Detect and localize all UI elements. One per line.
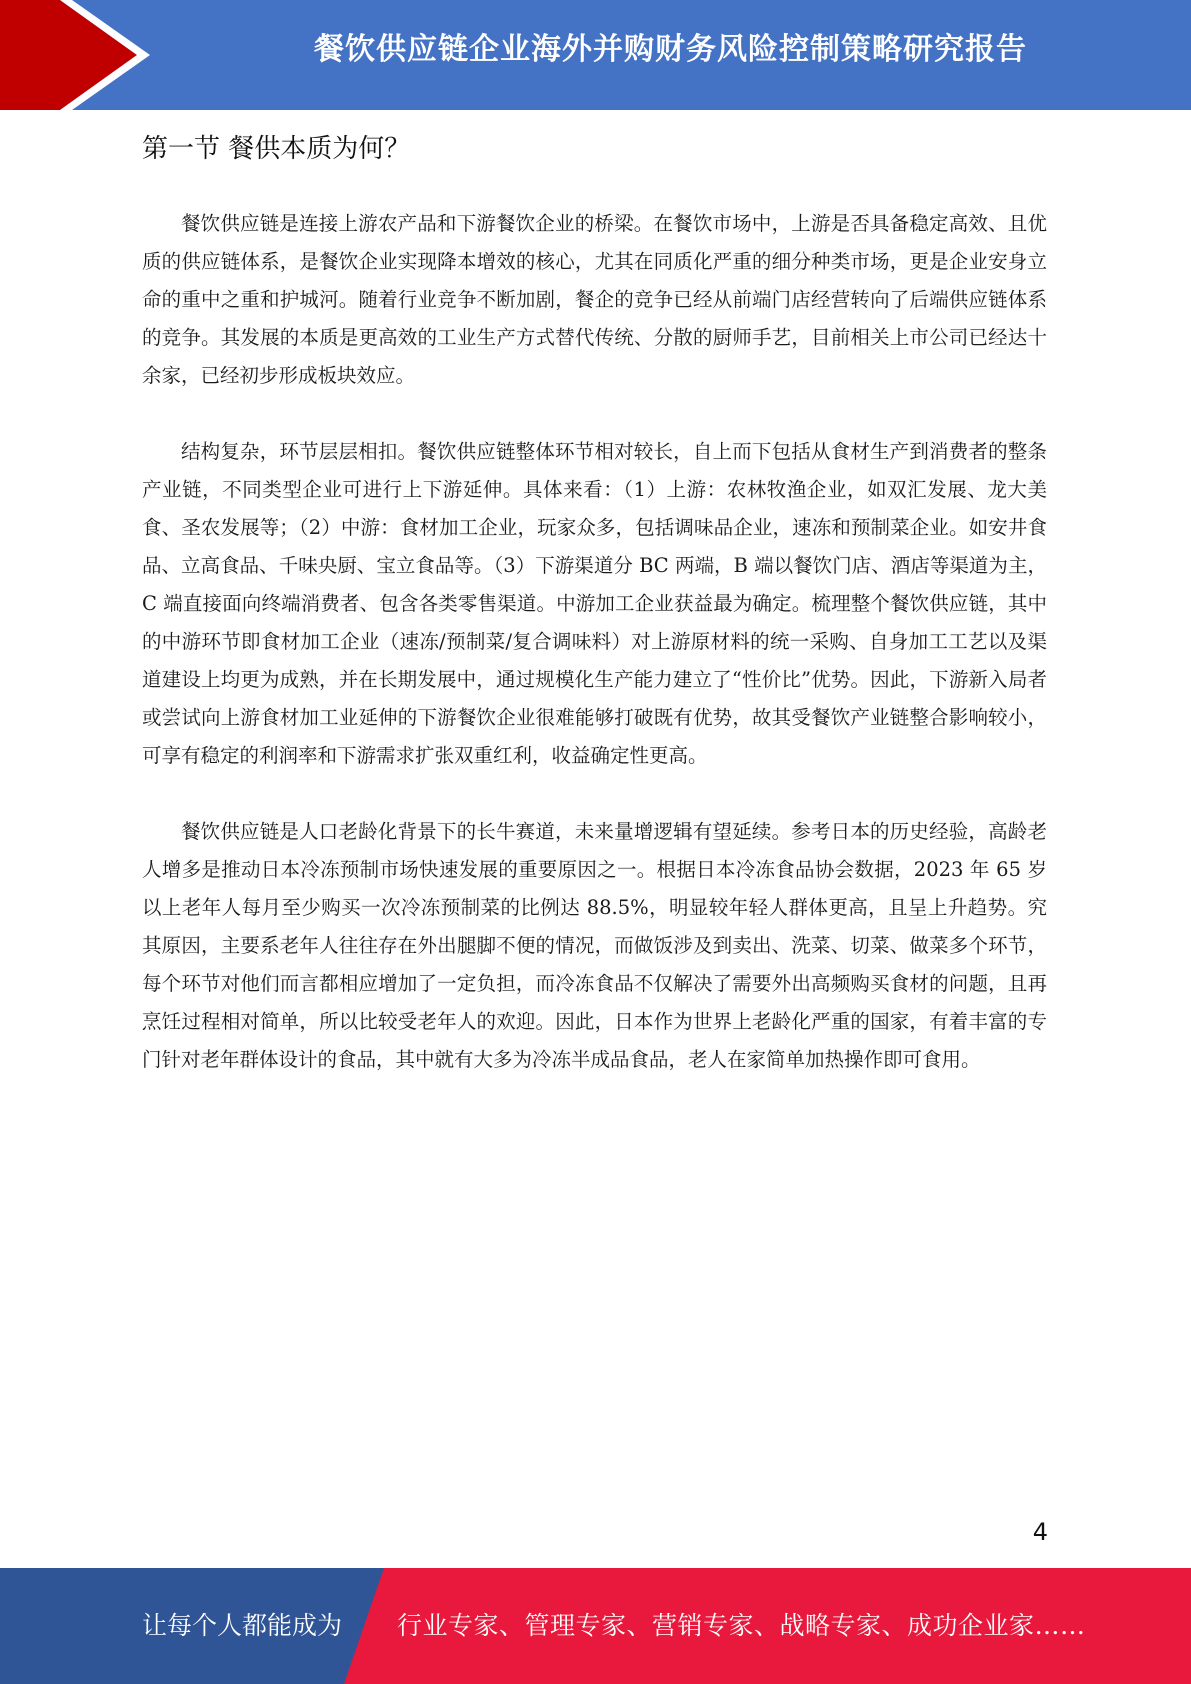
section-title: 第一节 餐供本质为何？ <box>142 134 411 164</box>
header-banner <box>0 0 1191 110</box>
report-title: 餐饮供应链企业海外并购财务风险控制策略研究报告 <box>314 32 1027 67</box>
paragraph: 餐饮供应链是连接上游农产品和下游餐饮企业的桥梁。在餐饮市场中，上游是否具备稳定高效、且优质的供应链体系，是餐饮企业实现降本增效的核心，尤其在同质化严重的细分种类市场，更是企业安身立命的重中之重和护城河。随着行业竞争不断加剧，餐企的竞争已经从前端门店经营转向了后端供应链体系的竞争。其发展的本质是更高效的工业生产方式替代传统、分散的厨师手艺，目前相关上市公司已经达十余家，已经初步形成板块效应。 <box>142 212 1047 387</box>
paragraph: 结构复杂，环节层层相扣。餐饮供应链整体环节相对较长，自上而下包括从食材生产到消费者的整条产业链，不同类型企业可进行上下游延伸。具体来看：（1）上游：农林牧渔企业，如双汇发展、龙大美食、圣农发展等；（2）中游：食材加工企业，玩家众多，包括调味品企业，速冻和预制菜企业。如安井食品、立高食品、千味央厨、宝立食品等。（3）下游渠道分 BC 两端，B 端以餐饮门店、酒店等渠道为主，C 端直接面向终端消费者、包含各类零售渠道。中游加工企业获益最为确定。梳理整个餐饮供应链，其中的中游环节即食材加工企业（速冻/预制菜/复合调味料）对上游原材料的统一采购、自身加工工艺以及渠道建设上均更为成熟，并在长期发展中，通过规模化生产能力建立了“性价比”优势。因此，下游新入局者或尝试向上游食材加工业延伸的下游餐饮企业很难能够打破既有优势，故其受餐饮产业链整合影响较小，可享有稳定的利润率和下游需求扩张双重红利，收益确定性更高。 <box>142 440 1047 767</box>
footer-slogan-left: 让每个人都能成为 <box>142 1611 343 1640</box>
footer-slogan-right: 行业专家、管理专家、营销专家、战略专家、成功企业家…… <box>397 1611 1086 1640</box>
paragraph: 餐饮供应链是人口老龄化背景下的长牛赛道，未来量增逻辑有望延续。参考日本的历史经验，高龄老人增多是推动日本冷冻预制市场快速发展的重要原因之一。根据日本冷冻食品协会数据，2023 年 65 岁以上老年人每月至少购买一次冷冻预制菜的比例达 88.5%，明显较年轻人群体更高，且呈上升趋势。究其原因，主要系老年人往往存在外出腿脚不便的情况，而做饭涉及到卖出、洗菜、切菜、做菜多个环节，每个环节对他们而言都相应增加了一定负担，而冷冻食品不仅解决了需要外出高频购买食材的问题，且再烹饪过程相对简单，所以比较受老年人的欢迎。因此，日本作为世界上老龄化严重的国家，有着丰富的专门针对老年群体设计的食品，其中就有大多为冷冻半成品食品，老人在家简单加热操作即可食用。 <box>142 820 1047 1071</box>
page-number: 4 <box>1032 1518 1048 1546</box>
footer-banner <box>0 1568 1191 1684</box>
header-arrow-decoration <box>0 0 160 110</box>
content-body <box>142 205 1047 1117</box>
